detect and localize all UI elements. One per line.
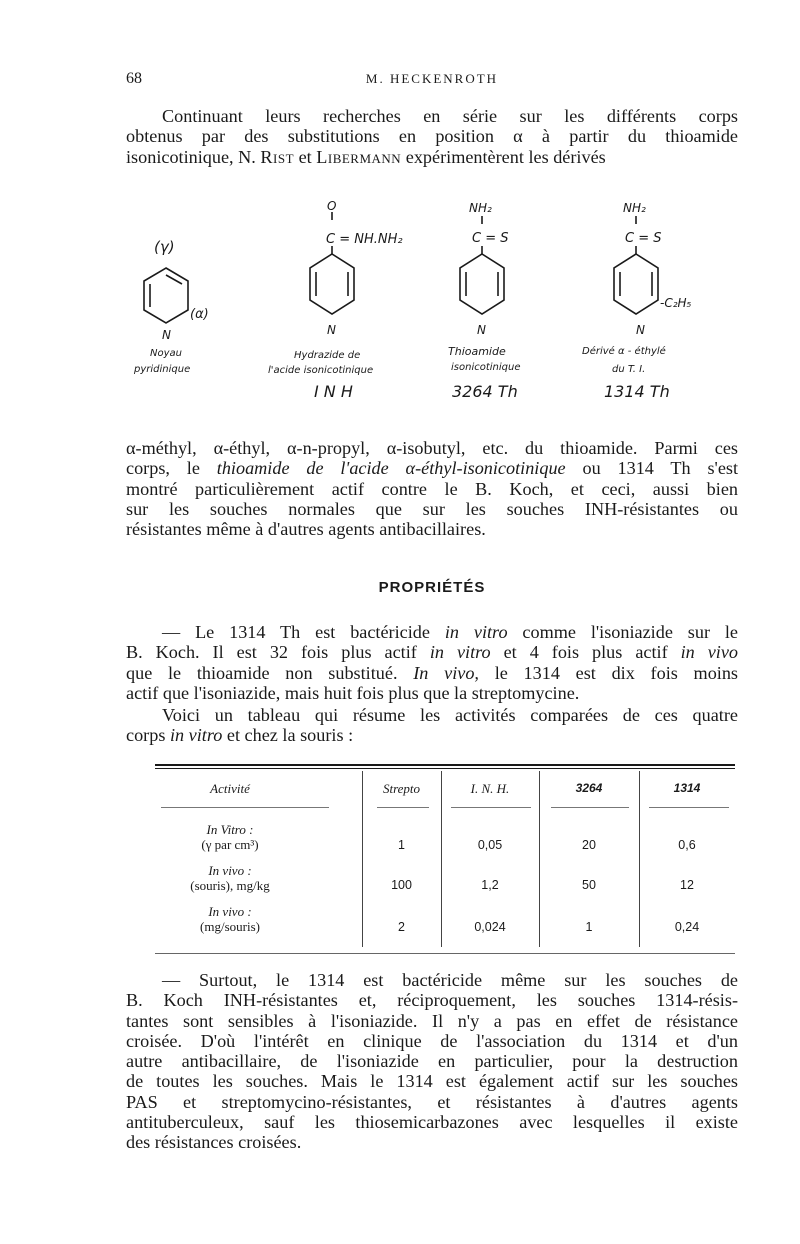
table-cell: 0,05 — [477, 838, 503, 852]
row-label: In vivo : (souris), mg/kg — [190, 863, 270, 893]
t1314-group: C = S — [625, 231, 662, 246]
t3264-n: N — [477, 323, 486, 337]
header-divider — [551, 807, 629, 808]
intro-paragraph — [126, 106, 738, 167]
inh-oxygen: O — [327, 199, 337, 213]
t3264-group: C = S — [472, 231, 509, 246]
text-line: — Le 1314 Th est bactéricide in vitro comme l'isoniazide sur le — [162, 622, 738, 642]
properties-paragraph — [126, 622, 738, 703]
t3264-top: NH₂ — [469, 201, 492, 215]
text-line: montré particulièrement actif contre le B. Koch, et ceci, aussi bien — [126, 478, 738, 499]
table-cell: 20 — [582, 838, 596, 852]
table-top-rule — [155, 764, 735, 766]
chemical-structures-figure — [126, 190, 738, 420]
text-line: corps, le thioamide de l'acide α-éthyl-isonicotinique ou 1314 Th s'est — [126, 458, 739, 479]
section-title: PROPRIÉTÉS — [378, 579, 486, 596]
activity-table — [155, 764, 735, 956]
text-line: Voici un tableau qui résume les activités comparées de ces quatre — [162, 705, 738, 725]
header-divider — [649, 807, 729, 808]
row-label: In vivo : (mg/souris) — [200, 904, 260, 934]
t1314-n: N — [636, 323, 645, 337]
t1314-caption: Dérivé α - éthylé — [582, 346, 666, 357]
table-cell: 2 — [398, 920, 405, 934]
pyridine-caption: pyridinique — [134, 364, 191, 375]
header-activity: Activité — [210, 781, 250, 796]
inh-n: N — [327, 323, 336, 337]
text-line: des résistances croisées. — [126, 1132, 302, 1153]
table-cell: 12 — [680, 878, 694, 892]
inh-caption: l'acide isonicotinique — [268, 365, 374, 376]
text-line: PAS et streptomycino-résistantes, et résistantes à d'autres agents — [126, 1091, 738, 1112]
header-1314: 1314 — [673, 781, 701, 795]
gamma-label: (γ) — [154, 238, 175, 256]
text-line: antituberculeux, sauf les thiosemicarbazones avec lesquelles il existe — [126, 1112, 738, 1133]
t3264-caption: Thioamide — [448, 345, 506, 358]
text-line: croisée. D'où l'intérêt en clinique de l'association du 1314 et d'un — [126, 1030, 738, 1051]
alpha-label: (α) — [190, 307, 209, 322]
author-name: Libermann — [316, 146, 402, 167]
pyridine-caption: Noyau — [150, 348, 182, 359]
page-number: 68 — [126, 70, 142, 87]
text-line: B. Koch INH-résistantes et, réciproquement, les souches 1314-résis- — [126, 990, 738, 1011]
header-strepto: Strepto — [382, 781, 421, 796]
text-line: B. Koch. Il est 32 fois plus actif in vitro et 4 fois plus actif in vivo — [126, 642, 739, 663]
text-line: résistantes même à d'autres agents antibacillaires. — [126, 519, 486, 540]
table-cell: 0,6 — [678, 838, 696, 852]
header-divider — [161, 807, 329, 808]
t1314-caption: du T. I. — [612, 364, 646, 375]
text-line: que le thioamide non substitué. In vivo, le 1314 est dix fois moins — [126, 662, 739, 683]
table-top-rule — [155, 768, 735, 769]
table-bottom-rule — [155, 953, 735, 954]
t1314-label: 1314 Th — [604, 382, 670, 401]
text-line: actif que l'isoniazide, mais huit fois plus que la streptomycine. — [126, 682, 580, 703]
table-cell: 1,2 — [481, 878, 499, 892]
inh-ring — [310, 212, 354, 314]
text-line: tantes sont sensibles à l'isoniazide. Il n'y a pas en effet de résistance — [126, 1010, 738, 1031]
text-line: obtenus par des substitutions en position α à partir du thioamide — [126, 126, 738, 147]
table-cell: 1 — [585, 920, 593, 934]
header-divider — [377, 807, 429, 808]
text-line: autre antibacillaire, de l'isoniazide en particulier, pour la destruction — [126, 1051, 738, 1072]
page-header — [126, 70, 738, 92]
header-divider — [451, 807, 531, 808]
text-line: Continuant leurs recherches en série sur les différents corps — [162, 106, 738, 126]
header-3264: 3264 — [575, 781, 603, 795]
conclusion-paragraph — [126, 970, 738, 1153]
table-cell: 50 — [582, 878, 596, 892]
table-cell: 1 — [398, 838, 405, 852]
pyridine-n: N — [162, 328, 171, 342]
inh-group: C = NH.NH₂ — [326, 232, 403, 247]
text-line: corps in vitro et chez la souris : — [126, 725, 354, 746]
header-inh: I. N. H. — [470, 781, 510, 796]
table-intro-paragraph — [126, 705, 738, 746]
text-line: sur les souches normales que sur les souches INH-résistantes ou — [126, 498, 738, 519]
pyridine-ring — [144, 268, 188, 323]
text-line: α-méthyl, α-éthyl, α-n-propyl, α-isobutyl, etc. du thioamide. Parmi ces — [126, 438, 738, 458]
table-cell: 100 — [391, 878, 412, 892]
text-line: — Surtout, le 1314 est bactéricide même sur les souches de — [162, 970, 738, 990]
t1314-top: NH₂ — [623, 201, 646, 215]
inh-label: I N H — [314, 382, 353, 401]
running-head: M. HECKENROTH — [365, 71, 499, 86]
derivatives-paragraph — [126, 438, 738, 539]
row-label: In Vitro : (γ par cm³) — [201, 822, 259, 852]
text-line: isonicotinique, N. Rist et Libermann expérimentèrent les dérivés — [126, 146, 606, 167]
table-cell: 0,24 — [674, 920, 700, 934]
table-cell: 0,024 — [474, 920, 506, 934]
t3264-label: 3264 Th — [452, 382, 518, 401]
t3264-caption: isonicotinique — [451, 362, 521, 373]
t1314-substituent: -C₂H₅ — [660, 296, 692, 310]
text-line: de toutes les souches. Mais le 1314 est également actif sur les souches — [126, 1071, 738, 1092]
author-name: Rist — [260, 146, 295, 167]
inh-caption: Hydrazide de — [294, 350, 361, 361]
